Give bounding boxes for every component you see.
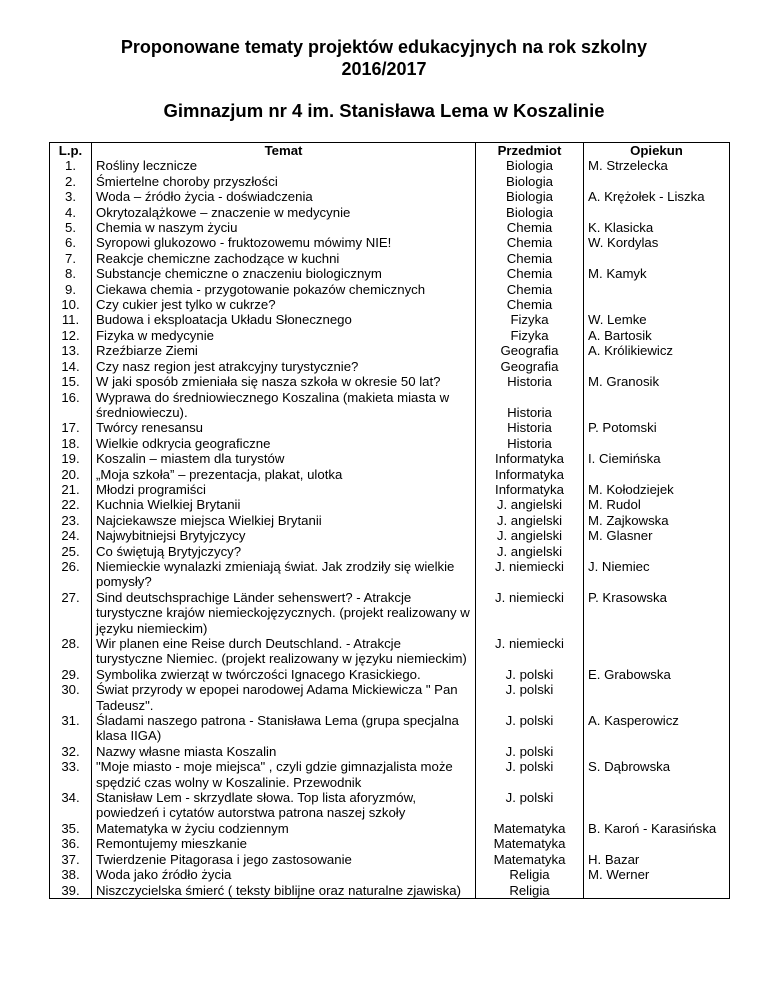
row-tutor: A. Kasperowicz <box>584 713 730 744</box>
row-tutor: M. Strzelecka <box>584 158 730 173</box>
row-tutor <box>584 744 730 759</box>
row-tutor: M. Werner <box>584 867 730 882</box>
row-tutor: H. Bazar <box>584 852 730 867</box>
row-lp: 9. <box>50 282 92 297</box>
row-subject: Fizyka <box>476 328 584 343</box>
row-topic: Okrytozalążkowe – znaczenie w medycynie <box>92 205 476 220</box>
row-subject: J. angielski <box>476 513 584 528</box>
table-row <box>50 821 730 836</box>
table-row <box>50 282 730 297</box>
row-topic: Twierdzenie Pitagorasa i jego zastosowanie <box>92 852 476 867</box>
table-row <box>50 390 730 421</box>
row-tutor: J. Niemiec <box>584 559 730 590</box>
row-subject: J. niemiecki <box>476 590 584 636</box>
row-tutor: M. Kamyk <box>584 266 730 281</box>
document-subtitle: Gimnazjum nr 4 im. Stanisława Lema w Koszalinie <box>163 100 605 121</box>
row-topic: W jaki sposób zmieniała się nasza szkoła w okresie 50 lat? <box>92 374 476 389</box>
row-subject: J. polski <box>476 682 584 713</box>
row-tutor <box>584 467 730 482</box>
table-row <box>50 312 730 327</box>
row-topic: "Moje miasto - moje miejsca" , czyli gdzie gimnazjalista może spędzić czas wolny w Koszalinie. Przewodnik <box>92 759 476 790</box>
table-row <box>50 451 730 466</box>
row-topic: Kuchnia Wielkiej Brytanii <box>92 497 476 512</box>
row-lp: 28. <box>50 636 92 667</box>
row-lp: 38. <box>50 867 92 882</box>
table-row <box>50 359 730 374</box>
row-tutor: W. Kordylas <box>584 235 730 250</box>
row-tutor <box>584 836 730 851</box>
row-subject: Informatyka <box>476 467 584 482</box>
row-lp: 17. <box>50 420 92 435</box>
table-row <box>50 374 730 389</box>
row-lp: 6. <box>50 235 92 250</box>
table-row <box>50 436 730 451</box>
row-subject: J. polski <box>476 667 584 682</box>
table-row <box>50 497 730 512</box>
table-row <box>50 266 730 281</box>
row-tutor <box>584 682 730 713</box>
row-topic: Śmiertelne choroby przyszłości <box>92 174 476 189</box>
row-tutor: A. Królikiewicz <box>584 343 730 358</box>
row-topic: Matematyka w życiu codziennym <box>92 821 476 836</box>
table-row <box>50 759 730 790</box>
row-subject: Matematyka <box>476 836 584 851</box>
row-subject: Religia <box>476 883 584 899</box>
row-subject: Biologia <box>476 174 584 189</box>
table-row <box>50 328 730 343</box>
row-subject: Geografia <box>476 343 584 358</box>
table-row <box>50 513 730 528</box>
row-topic: Ciekawa chemia - przygotowanie pokazów chemicznych <box>92 282 476 297</box>
row-tutor <box>584 205 730 220</box>
document-title-line1: Proponowane tematy projektów edukacyjnych na rok szkolny <box>120 37 648 57</box>
row-lp: 5. <box>50 220 92 235</box>
row-topic: Niemieckie wynalazki zmieniają świat. Jak zrodziły się wielkie pomysły? <box>92 559 476 590</box>
table-row <box>50 636 730 667</box>
row-topic: Wyprawa do średniowiecznego Koszalina (makieta miasta w średniowieczu). <box>92 390 476 421</box>
row-lp: 29. <box>50 667 92 682</box>
row-topic: Stanisław Lem - skrzydlate słowa. Top lista aforyzmów, powiedzeń i cytatów autorstwa patrona naszej szkoły <box>92 790 476 821</box>
row-topic: Sind deutschsprachige Länder sehenswert? - Atrakcje turystyczne krajów niemieckojęzycznych. (projekt realizowany w języku niemieckim) <box>92 590 476 636</box>
row-tutor: M. Rudol <box>584 497 730 512</box>
table-row <box>50 544 730 559</box>
row-lp: 30. <box>50 682 92 713</box>
row-tutor <box>584 359 730 374</box>
row-topic: Co świętują Brytyjczycy? <box>92 544 476 559</box>
row-lp: 22. <box>50 497 92 512</box>
row-lp: 16. <box>50 390 92 421</box>
row-lp: 20. <box>50 467 92 482</box>
row-subject: Matematyka <box>476 821 584 836</box>
row-topic: Niszczycielska śmierć ( teksty biblijne oraz naturalne zjawiska) <box>92 883 476 899</box>
row-subject: Chemia <box>476 235 584 250</box>
row-topic: Młodzi programiści <box>92 482 476 497</box>
table-row <box>50 667 730 682</box>
row-tutor <box>584 251 730 266</box>
row-lp: 37. <box>50 852 92 867</box>
row-topic: Najwybitniejsi Brytyjczycy <box>92 528 476 543</box>
row-lp: 10. <box>50 297 92 312</box>
row-lp: 31. <box>50 713 92 744</box>
table-row <box>50 590 730 636</box>
row-subject: Chemia <box>476 220 584 235</box>
row-tutor: W. Lemke <box>584 312 730 327</box>
row-subject: J. angielski <box>476 528 584 543</box>
row-tutor: K. Klasicka <box>584 220 730 235</box>
row-lp: 24. <box>50 528 92 543</box>
row-tutor: E. Grabowska <box>584 667 730 682</box>
row-subject: Chemia <box>476 282 584 297</box>
row-tutor <box>584 790 730 821</box>
row-subject: Informatyka <box>476 451 584 466</box>
row-topic: Śladami naszego patrona - Stanisława Lema (grupa specjalna klasa IIGA) <box>92 713 476 744</box>
row-topic: Syropowi glukozowo - fruktozowemu mówimy NIE! <box>92 235 476 250</box>
row-subject: Religia <box>476 867 584 882</box>
table-row <box>50 883 730 899</box>
table-row <box>50 220 730 235</box>
row-topic: Symbolika zwierząt w twórczości Ignacego Krasickiego. <box>92 667 476 682</box>
row-lp: 36. <box>50 836 92 851</box>
row-lp: 27. <box>50 590 92 636</box>
row-tutor: M. Glasner <box>584 528 730 543</box>
row-subject: J. polski <box>476 790 584 821</box>
row-tutor <box>584 174 730 189</box>
table-row <box>50 174 730 189</box>
table-row <box>50 682 730 713</box>
row-lp: 19. <box>50 451 92 466</box>
row-lp: 26. <box>50 559 92 590</box>
row-lp: 3. <box>50 189 92 204</box>
table-row <box>50 790 730 821</box>
row-lp: 13. <box>50 343 92 358</box>
row-lp: 14. <box>50 359 92 374</box>
table-row <box>50 559 730 590</box>
row-tutor: P. Potomski <box>584 420 730 435</box>
row-topic: Koszalin – miastem dla turystów <box>92 451 476 466</box>
table-row <box>50 343 730 358</box>
row-lp: 39. <box>50 883 92 899</box>
table-row <box>50 867 730 882</box>
table-row <box>50 420 730 435</box>
table-row <box>50 205 730 220</box>
row-topic: „Moja szkoła” – prezentacja, plakat, ulotka <box>92 467 476 482</box>
row-lp: 23. <box>50 513 92 528</box>
row-subject: Biologia <box>476 158 584 173</box>
row-tutor <box>584 544 730 559</box>
table-row <box>50 713 730 744</box>
row-lp: 4. <box>50 205 92 220</box>
row-topic: Woda jako źródło życia <box>92 867 476 882</box>
row-lp: 1. <box>50 158 92 173</box>
row-topic: Woda – źródło życia - doświadczenia <box>92 189 476 204</box>
table-row <box>50 836 730 851</box>
row-lp: 12. <box>50 328 92 343</box>
row-topic: Substancje chemiczne o znaczeniu biologicznym <box>92 266 476 281</box>
row-topic: Fizyka w medycynie <box>92 328 476 343</box>
row-topic: Czy nasz region jest atrakcyjny turystycznie? <box>92 359 476 374</box>
row-tutor: M. Zajkowska <box>584 513 730 528</box>
row-subject: J. polski <box>476 744 584 759</box>
table-row <box>50 528 730 543</box>
row-subject: Geografia <box>476 359 584 374</box>
row-lp: 21. <box>50 482 92 497</box>
header-tutor: Opiekun <box>584 143 730 159</box>
row-tutor <box>584 883 730 899</box>
header-subject: Przedmiot <box>476 143 584 159</box>
row-tutor <box>584 436 730 451</box>
row-subject: Chemia <box>476 297 584 312</box>
row-subject: J. polski <box>476 759 584 790</box>
row-tutor: P. Krasowska <box>584 590 730 636</box>
row-lp: 18. <box>50 436 92 451</box>
row-subject: J. niemiecki <box>476 559 584 590</box>
row-subject: Fizyka <box>476 312 584 327</box>
row-subject: J. angielski <box>476 497 584 512</box>
row-lp: 32. <box>50 744 92 759</box>
table-row <box>50 235 730 250</box>
row-topic: Najciekawsze miejsca Wielkiej Brytanii <box>92 513 476 528</box>
row-topic: Reakcje chemiczne zachodzące w kuchni <box>92 251 476 266</box>
row-subject: Biologia <box>476 189 584 204</box>
row-tutor <box>584 297 730 312</box>
document-title-line2: 2016/2017 <box>341 59 427 79</box>
row-topic: Wir planen eine Reise durch Deutschland. - Atrakcje turystyczne Niemiec. (projekt realizowany w języku niemieckim) <box>92 636 476 667</box>
table-row <box>50 852 730 867</box>
row-subject: Historia <box>476 374 584 389</box>
row-tutor: M. Granosik <box>584 374 730 389</box>
row-subject: Historia <box>476 420 584 435</box>
row-tutor <box>584 282 730 297</box>
table-row <box>50 158 730 173</box>
row-lp: 15. <box>50 374 92 389</box>
table-row <box>50 297 730 312</box>
row-subject: Matematyka <box>476 852 584 867</box>
row-subject: Biologia <box>476 205 584 220</box>
row-lp: 11. <box>50 312 92 327</box>
projects-table <box>49 142 730 899</box>
row-topic: Rzeźbiarze Ziemi <box>92 343 476 358</box>
row-tutor <box>584 390 730 421</box>
row-subject: Historia <box>476 436 584 451</box>
row-lp: 35. <box>50 821 92 836</box>
row-lp: 2. <box>50 174 92 189</box>
table-row <box>50 189 730 204</box>
row-subject: Historia <box>476 390 584 421</box>
table-header-row <box>50 143 730 159</box>
row-topic: Twórcy renesansu <box>92 420 476 435</box>
header-topic: Temat <box>92 143 476 159</box>
row-tutor <box>584 636 730 667</box>
table-row <box>50 744 730 759</box>
header-lp: L.p. <box>50 143 92 159</box>
row-lp: 34. <box>50 790 92 821</box>
row-topic: Wielkie odkrycia geograficzne <box>92 436 476 451</box>
row-subject: Chemia <box>476 251 584 266</box>
row-subject: J. angielski <box>476 544 584 559</box>
row-topic: Chemia w naszym życiu <box>92 220 476 235</box>
row-lp: 8. <box>50 266 92 281</box>
row-subject: Chemia <box>476 266 584 281</box>
row-subject: J. niemiecki <box>476 636 584 667</box>
table-row <box>50 251 730 266</box>
row-topic: Remontujemy mieszkanie <box>92 836 476 851</box>
row-topic: Rośliny lecznicze <box>92 158 476 173</box>
row-topic: Budowa i eksploatacja Układu Słonecznego <box>92 312 476 327</box>
table-row <box>50 482 730 497</box>
row-tutor: B. Karoń - Karasińska <box>584 821 730 836</box>
row-tutor: M. Kołodziejek <box>584 482 730 497</box>
row-topic: Świat przyrody w epopei narodowej Adama Mickiewicza " Pan Tadeusz". <box>92 682 476 713</box>
row-topic: Czy cukier jest tylko w cukrze? <box>92 297 476 312</box>
row-tutor: A. Bartosik <box>584 328 730 343</box>
row-subject: Informatyka <box>476 482 584 497</box>
row-subject: J. polski <box>476 713 584 744</box>
row-lp: 25. <box>50 544 92 559</box>
row-tutor: I. Ciemińska <box>584 451 730 466</box>
row-topic: Nazwy własne miasta Koszalin <box>92 744 476 759</box>
row-tutor: S. Dąbrowska <box>584 759 730 790</box>
row-tutor: A. Krężołek - Liszka <box>584 189 730 204</box>
row-lp: 33. <box>50 759 92 790</box>
table-row <box>50 467 730 482</box>
row-lp: 7. <box>50 251 92 266</box>
